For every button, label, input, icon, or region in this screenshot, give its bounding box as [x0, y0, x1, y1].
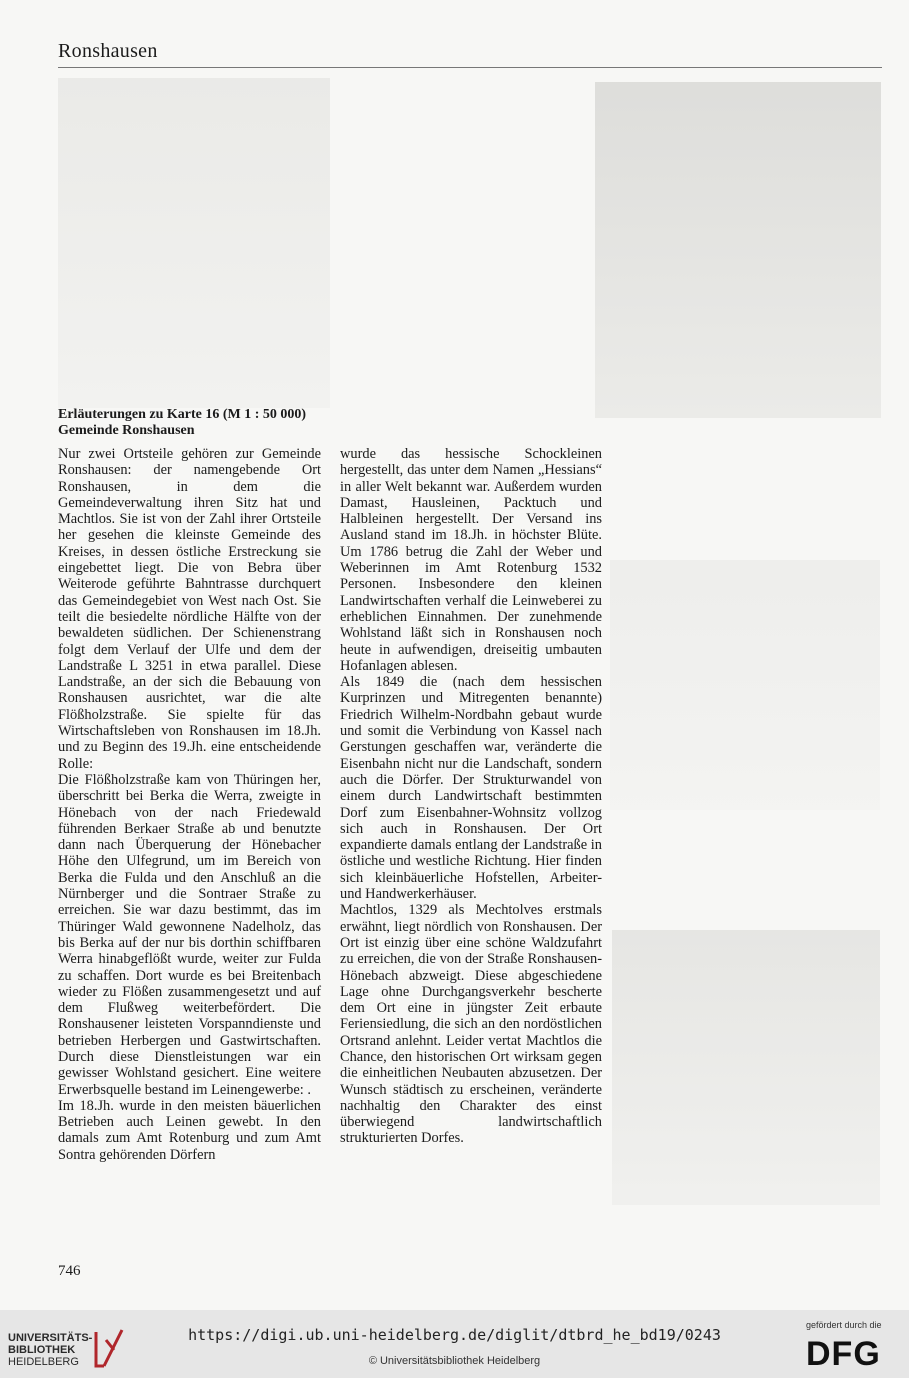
paragraph: Als 1849 die (nach dem hessischen Kurprinzen und Mitregenten benannte) Friedrich Wilhelm-Nordbahn gebaut wurde und somit die Verbindung von Kassel nach Gerstungen geschaffen war, veränderte die Eisenbahn nicht nur die Landschaft, sondern auch die Dörfer. Der Strukturwandel von einem durch Landwirtschaft bestimmten Dorf zum Eisenbahner-Wohnsitz vollzog sich auch in Ronshausen. Der Ort expandierte damals entlang der Landstraße in östliche und westliche Richtung. Hier finden sich kleinbäuerliche Hofstellen, Arbeiter- und Handwerkerhäuser.	[340, 674, 602, 903]
funding-caption: gefördert durch die	[806, 1320, 882, 1330]
text-column-right	[340, 446, 602, 1147]
library-name-line: HEIDELBERG	[8, 1356, 79, 1368]
paragraph: Die Flößholzstraße kam von Thüringen her, überschritt bei Berka die Werra, zweigte in Hönebach von der nach Friedewald führenden Berkaer Straße ab und benutzte dann nach Überquerung der Hönebacher Höhe den Ulfegrund, um im Bereich von Berka die Fulda und den Anschluß an die Nürnberger und die Sontraer Straße zu erreichen. Sie war dazu bestimmt, das im Thüringer Wald gewonnene Nadelholz, das bis Berka auf der nur bis dorthin schiffbaren Werra hinabgeflößt wurde, weiter zur Fulda zu schaffen. Dort wurde es bei Breitenbach wieder zu Flößen zusammengesetzt und auf dem Flußweg weiterbefördert. Die Ronshausener leisteten Vorspanndienste und betrieben Herbergen und Gastwirtschaften. Durch diese Dienstleistungen war ein gewisser Wohlstand gesichert. Eine weitere Erwerbsquelle bestand im Leinengewerbe: .	[58, 771, 321, 1098]
section-heading	[58, 407, 333, 439]
header-rule	[58, 67, 882, 68]
library-name-line: UNIVERSITÄTS-	[8, 1332, 93, 1344]
dfg-logo[interactable]: DFG	[806, 1335, 881, 1373]
viewer-footer	[0, 1310, 909, 1378]
bleed-through-photo	[595, 82, 881, 418]
heading-line-1: Erläuterungen zu Karte 16 (M 1 : 50 000)	[58, 407, 307, 422]
running-header: Ronshausen	[58, 40, 158, 62]
paragraph: wurde das hessische Schockleinen hergestellt, das unter dem Namen „Hessians“ in aller Welt bekannt war. Außerdem wurden Damast, Hausleinen, Packtuch und Halbleinen hergestellt. Der Versand ins Ausland stand im 18.Jh. in höchster Blüte. Um 1786 betrug die Zahl der Weber und Weberinnen im Amt Rotenburg 1532 Personen. Insbesondere den kleinen Landwirtschaften verhalf die Leinweberei zu erheblichen Einnahmen. Der zunehmende Wohlstand läßt sich in Ronshausen noch heute in aufwendigen, dreiseitig umbauten Hofanlagen ablesen.	[340, 446, 602, 674]
page-number: 746	[58, 1263, 81, 1279]
permalink	[0, 1326, 909, 1344]
paragraph: Machtlos, 1329 als Mechtolves erstmals erwähnt, liegt nördlich von Ronshausen. Der Ort ist einzig über eine schöne Waldzufahrt zu erreichen, die von der Straße Ronshausen-Hönebach abzweigt. Diese abgeschiedene Lage ohne Durchgangsverkehr bescherte dem Ort eine in jüngster Zeit erbaute Feriensiedlung, die sich an den nordöstlichen Ortsrand anlehnt. Leider vertat Machtlos die Chance, den historischen Ort wirksam gegen die einheitlichen Neubauten abzusetzen. Der Wunsch städtisch zu erscheinen, veränderte nachhaltig den Charakter des einst überwiegend landwirtschaftlich strukturierten Dorfes.	[340, 902, 602, 1147]
copyright-notice: © Universitätsbibliothek Heidelberg	[368, 1355, 541, 1367]
paragraph: Nur zwei Ortsteile gehören zur Gemeinde Ronshausen: der namengebende Ort Ronshausen, in dem die Gemeindeverwaltung ihren Sitz hat und Machtlos. Sie ist von der Zahl ihrer Ortsteile her gesehen die kleinste Gemeinde des Kreises, in dessen östliche Erstreckung sie eingebettet liegt. Die von Bebra über Weiterode geführte Bahntrasse durchquert das Gemeindegebiet von West nach Ost. Sie teilt die besiedelte nördliche Hälfte von der bewaldeten südlichen. Der Schienenstrang folgt dem Verlauf der Ulfe und dem der Landstraße L 3251 in etwa parallel. Diese Landstraße, an der sich die Bebauung von Ronshausen ausrichtet, war die alte Flößholzstraße. Sie spielte für das Wirtschaftsleben von Ronshausen im 18.Jh. und zu Beginn des 19.Jh. eine entscheidende Rolle:	[58, 446, 321, 772]
permalink-link[interactable]: https://digi.ub.uni-heidelberg.de/diglit/dtbrd_he_bd19/0243	[188, 1326, 721, 1344]
heading-line-2: Gemeinde Ronshausen	[58, 423, 195, 438]
paragraph: Im 18.Jh. wurde in den meisten bäuerlichen Betrieben auch Leinen gewebt. In den damals zum Amt Rotenburg und zum Amt Sontra gehörenden Dörfern	[58, 1097, 321, 1163]
bleed-through-image	[58, 78, 330, 408]
bleed-through-photo	[610, 560, 880, 810]
library-name-line: BIBLIOTHEK	[8, 1344, 76, 1356]
bleed-through-photo	[612, 930, 880, 1205]
text-column-left	[58, 446, 321, 1163]
